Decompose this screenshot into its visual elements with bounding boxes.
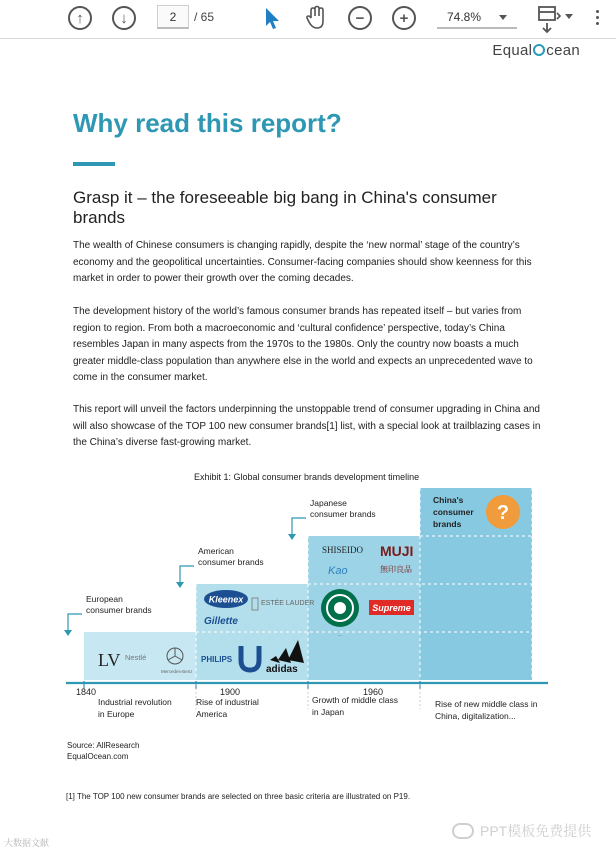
zoom-out-icon[interactable]: − [348, 6, 372, 30]
era-label-europe: Industrial revolution in Europe [98, 697, 172, 719]
wechat-icon [452, 823, 474, 839]
year-label-1900: 1900 [220, 687, 241, 697]
era-label-china: Rise of new middle class in China, digitalization... [435, 699, 538, 721]
kleenex-logo [204, 590, 248, 608]
chevron-down-icon [499, 15, 507, 20]
supreme-logo [369, 600, 414, 615]
philips-logo [201, 655, 233, 664]
era-label-japan: Growth of middle class in Japan [312, 695, 398, 717]
watermark-left: 大数据文献 [4, 838, 50, 848]
source-line-2: EqualOcean.com [67, 752, 129, 761]
step-label-japanese: Japanese consumer brands [310, 498, 376, 519]
exhibit-timeline-diagram [60, 484, 550, 729]
more-icon[interactable] [596, 10, 599, 13]
kao-logo [328, 565, 348, 577]
exhibit-source [67, 740, 139, 762]
arrow-up-icon[interactable]: ↑ [68, 6, 92, 30]
arrow-down-icon[interactable]: ↓ [112, 6, 136, 30]
svg-text:Mercedes-Benz: Mercedes-Benz [161, 669, 193, 674]
source-line-1: Source: AllResearch [67, 741, 140, 750]
page-number-input[interactable]: 2 [157, 5, 189, 29]
title-underline [73, 162, 115, 166]
zoom-in-icon[interactable]: + [392, 6, 416, 30]
pointer-icon[interactable] [262, 6, 282, 32]
svg-text:LV: LV [98, 650, 121, 670]
lv-logo [98, 650, 120, 670]
equalocean-logo [492, 42, 580, 59]
paragraph-1: The wealth of Chinese consumers is changing rapidly, despite the ‘new normal’ stage of the country’s economy and the geopolitical uncertainties. Consumer-facing companies should show keenness for this market in order to power their growth over the coming decades. [73, 240, 532, 285]
page-fit-icon[interactable] [536, 4, 562, 34]
zoom-value: 74.8% [447, 10, 482, 24]
zoom-select[interactable] [437, 5, 517, 29]
svg-text:Supreme: Supreme [372, 603, 411, 613]
svg-text:Gillette: Gillette [204, 616, 238, 627]
svg-text:adidas: adidas [266, 664, 298, 675]
svg-text:Kleenex: Kleenex [208, 594, 244, 605]
svg-text:ESTÉE LAUDER: ESTÉE LAUDER [261, 600, 315, 607]
paragraph-3: This report will unveil the factors underpinning the unstoppable trend of consumer upgrading in China and will also showcase of the TOP 100 new consumer brands[1] list, with a special look at trailblazing cases in the China’s diverse fast-growing market. [73, 404, 541, 449]
logo-circle-icon [533, 44, 545, 56]
year-label-1960: 1960 [363, 687, 384, 697]
svg-text:SHISEIDO: SHISEIDO [322, 545, 364, 555]
year-label-1840: 1840 [76, 687, 97, 697]
watermark-right-text: PPT模板免费提供 [480, 823, 592, 839]
svg-text:Starbucks: Starbucks [337, 636, 343, 637]
nestle-logo [125, 653, 146, 662]
china-brand-question: ? [496, 502, 510, 524]
footnote: [1] The TOP 100 new consumer brands are selected on three basic criteria are illustrated on P19. [66, 792, 411, 801]
svg-text:無印良品: 無印良品 [380, 565, 412, 574]
logo-text-2: cean [546, 42, 580, 59]
step-label-european: European consumer brands [86, 594, 152, 615]
shiseido-logo [322, 545, 364, 555]
gillette-logo [204, 616, 238, 627]
svg-text:PHILIPS: PHILIPS [201, 655, 233, 664]
svg-text:Nestlé: Nestlé [125, 653, 147, 662]
exhibit-title: Exhibit 1: Global consumer brands development timeline [194, 472, 420, 482]
watermark-right [452, 821, 591, 841]
chevron-down-icon[interactable] [565, 14, 573, 19]
hand-icon[interactable] [304, 5, 328, 31]
step-label-american: American consumer brands [198, 546, 264, 567]
muji-logo [380, 543, 413, 574]
logo-text-1: Equal [492, 42, 533, 59]
viewer-toolbar [0, 0, 616, 39]
step-label-china: China's consumer brands [433, 495, 474, 529]
era-label-america: Rise of industrial America [196, 697, 259, 719]
section-subtitle: Grasp it – the foreseeable big bang in China's consumer brands [73, 188, 497, 227]
svg-text:MUJI: MUJI [380, 543, 414, 559]
svg-text:Unilever: Unilever [250, 668, 254, 669]
paragraph-2: The development history of the world’s famous consumer brands has repeated itself – but varies from region to region. From both a macroeconomic and ‘cultural confidence’ perspective, today’s China resembles Japan in many aspects from the 1970s to the 1980s. Only the country now boasts a much greater middle-class population than anywhere else in the world and expects an unprecedented wave to come in the consumer market. [73, 306, 533, 384]
page-total-label: / 65 [194, 10, 215, 24]
svg-text:Kao: Kao [328, 565, 348, 577]
page-title: Why read this report? [73, 108, 342, 138]
